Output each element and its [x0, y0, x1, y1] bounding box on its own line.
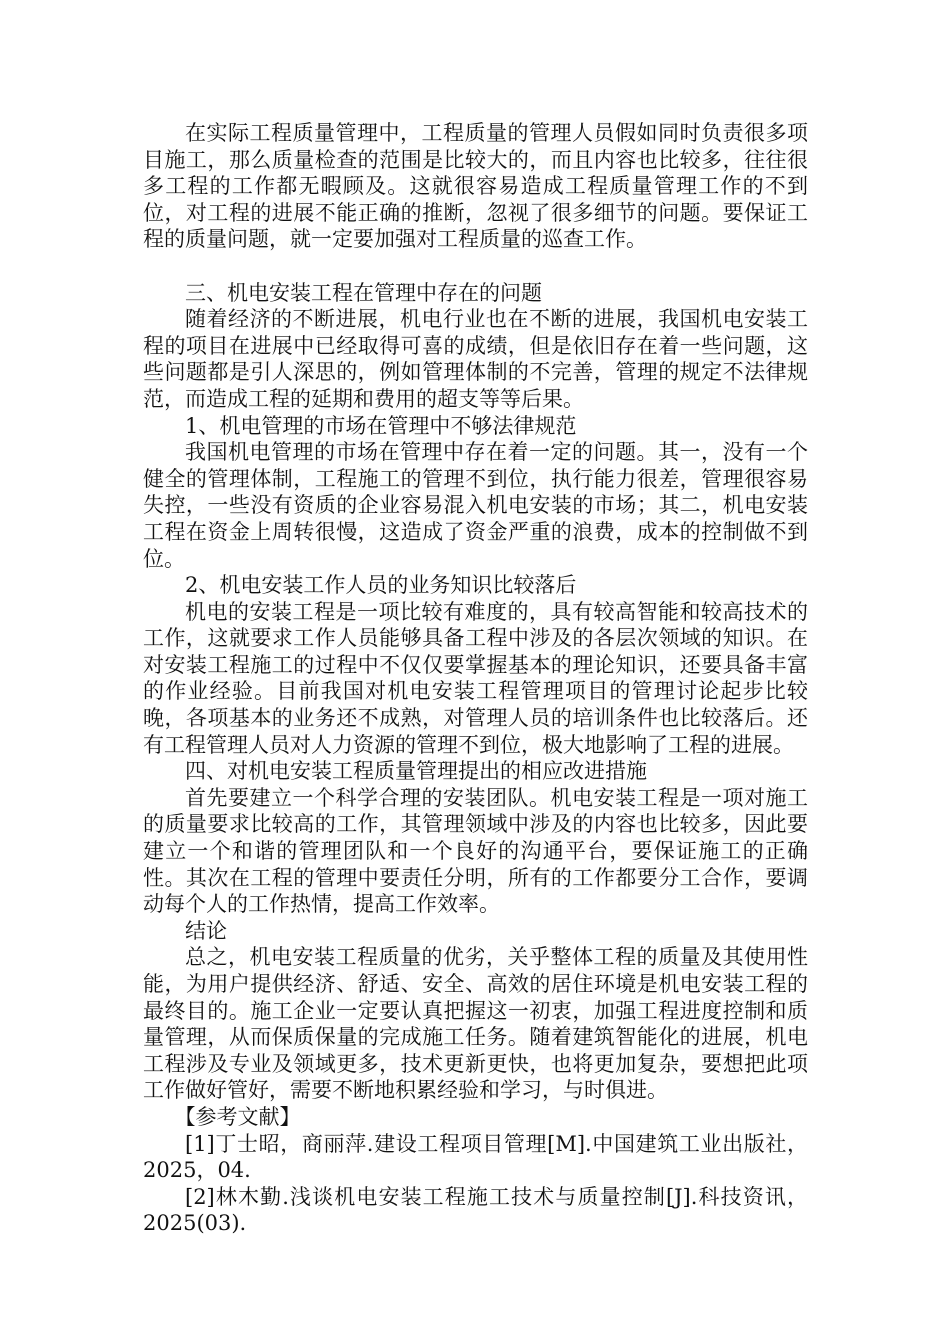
paragraph-problems-intro: 随着经济的不断进展，机电行业也在不断的进展，我国机电安装工程的项目在进展中已经取得可喜的成绩，但是依旧存在着一些问题，这些问题都是引人深思的，例如管理体制的不完善，管理的规定不法律规范，而造成工程的延期和费用的超支等等后果。	[143, 307, 808, 411]
reference-item-1: [1]丁士昭，商丽萍.建设工程项目管理[M].中国建筑工业出版社，2025，04.	[143, 1131, 808, 1183]
paragraph-improvements: 首先要建立一个科学合理的安装团队。机电安装工程是一项对施工的质量要求比较高的工作，其管理领域中涉及的内容也比较多，因此要建立一个和谐的管理团队和一个良好的沟通平台，要保证施工的正确性。其次在工程的管理中要责任分明，所有的工作都要分工合作，要调动每个人的工作热情，提高工作效率。	[143, 785, 808, 917]
section-heading-improvements: 四、对机电安装工程质量管理提出的相应改进措施	[185, 759, 647, 784]
subheading-staff-knowledge: 2、机电安装工作人员的业务知识比较落后	[185, 573, 577, 598]
paragraph-conclusion: 总之，机电安装工程质量的优劣，关乎整体工程的质量及其使用性能，为用户提供经济、舒适、安全、高效的居住环境是机电安装工程的最终目的。施工企业一定要认真把握这一初衷，加强工程进度控制和质量管理，从而保质保量的完成施工任务。随着建筑智能化的进展，机电工程涉及专业及领域更多，技术更新更快，也将更加复杂，要想把此项工作做好管好，需要不断地积累经验和学习，与时俱进。	[143, 945, 808, 1103]
paragraph-quality-inspection: 在实际工程质量管理中，工程质量的管理人员假如同时负责很多项目施工，那么质量检查的范围是比较大的，而且内容也比较多，往往很多工程的工作都无暇顾及。这就很容易造成工程质量管理工作的不到位，对工程的进展不能正确的推断，忽视了很多细节的问题。要保证工程的质量问题，就一定要加强对工程质量的巡查工作。	[143, 121, 808, 252]
heading-conclusion: 结论	[185, 918, 227, 943]
heading-references: 【参考文献】	[174, 1104, 301, 1129]
document-body	[143, 120, 808, 1237]
paragraph-market-regulation: 我国机电管理的市场在管理中存在着一定的问题。其一，没有一个健全的管理体制，工程施工的管理不到位，执行能力很差，管理很容易失控，一些没有资质的企业容易混入机电安装的市场；其二，机电安装工程在资金上周转很慢，这造成了资金严重的浪费，成本的控制做不到位。	[143, 440, 808, 571]
paragraph-gap	[143, 253, 808, 280]
reference-item-2: [2]林木勤.浅谈机电安装工程施工技术与质量控制[J].科技资讯，2025(03).	[143, 1184, 808, 1236]
paragraph-staff-knowledge: 机电的安装工程是一项比较有难度的，具有较高智能和较高技术的工作，这就要求工作人员能够具备工程中涉及的各层次领域的知识。在对安装工程施工的过程中不仅仅要掌握基本的理论知识，还要具备丰富的作业经验。目前我国对机电安装工程管理项目的管理讨论起步比较晚，各项基本的业务还不成熟，对管理人员的培训条件也比较落后。还有工程管理人员对人力资源的管理不到位，极大地影响了工程的进展。	[143, 599, 808, 757]
section-heading-problems: 三、机电安装工程在管理中存在的问题	[185, 280, 542, 305]
subheading-market-regulation: 1、机电管理的市场在管理中不够法律规范	[185, 413, 577, 438]
